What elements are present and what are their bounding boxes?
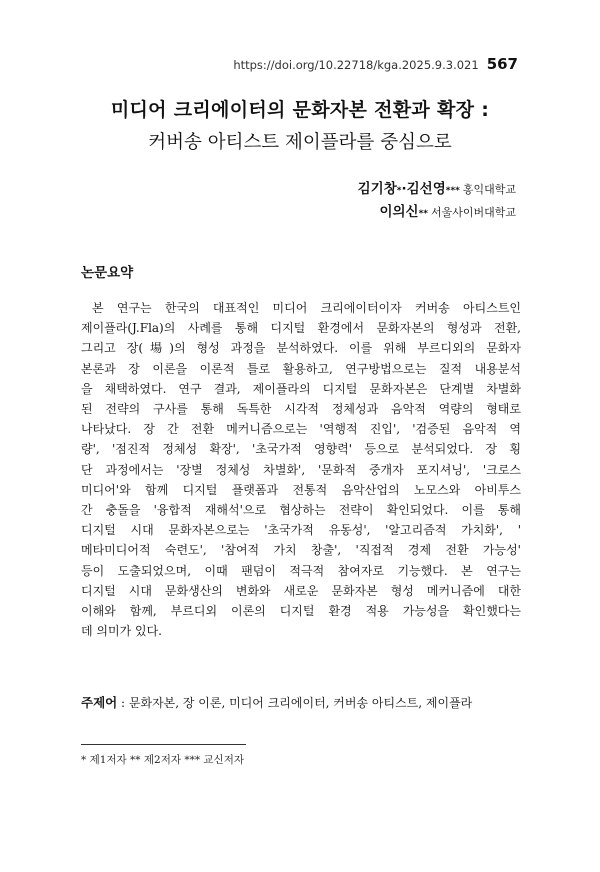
abstract-body bbox=[81, 298, 521, 641]
abstract-line: 그리고 장(場)의 형성 과정을 분석하였다. 이를 위해 부르디외의 문화자 bbox=[81, 341, 521, 356]
abstract-line: 디지털 시대 문화생산의 변화와 새로운 문화자본 형성 메커니즘에 대한 bbox=[81, 583, 521, 598]
page-number: 567 bbox=[486, 55, 518, 73]
paper-title bbox=[0, 95, 600, 154]
keywords-text: 문화자본, 장 이론, 미디어 크리에이터, 커버송 아티스트, 제이플라 bbox=[128, 696, 473, 710]
abstract-line: 메타미디어적 숙련도', '참여적 가치 창출', '직접적 경제 전환 가능성' bbox=[81, 543, 521, 558]
author-name: 김선영 bbox=[406, 181, 446, 197]
author-mark: *** bbox=[445, 186, 460, 196]
author-line-2 bbox=[358, 201, 516, 224]
abstract-line: 등이 도출되었으며, 이때 팬덤이 적극적 참여자로 기능했다. 본 연구는 bbox=[81, 563, 521, 578]
author-affiliation: 홍익대학교 bbox=[462, 183, 516, 196]
author-mark: ** bbox=[418, 209, 428, 219]
abstract-line: 데 의미가 있다. bbox=[81, 624, 162, 639]
keywords-separator: : bbox=[117, 696, 129, 710]
abstract-line: 된 전략의 구사를 통해 독특한 시각적 정체성과 음악적 역량의 형태로 bbox=[81, 402, 521, 417]
abstract-line: 량', '점진적 정체성 확장', '초국가적 영향력' 등으로 분석되었다. 장 횡 bbox=[81, 442, 521, 457]
abstract-line: 디지털 시대 문화자본으로는 '초국가적 유동성', '알고리즘적 가치화', ' bbox=[81, 523, 521, 538]
title-main: 미디어 크리에이터의 문화자본 전환과 확장 : bbox=[110, 99, 490, 121]
footnote-divider bbox=[81, 744, 246, 745]
doi-link[interactable]: https://doi.org/10.22718/kga.2025.9.3.021 bbox=[233, 58, 479, 72]
abstract-line: 나타났다. 장 간 전환 메커니즘으로는 '역행적 진입', '검증된 음악적 역 bbox=[81, 422, 521, 437]
abstract-line: 미디어'와 함께 디지털 플랫폼과 전통적 음악산업의 노모스와 아비투스 bbox=[81, 482, 521, 497]
author-line-1 bbox=[358, 178, 516, 201]
author-separator: · bbox=[401, 181, 407, 197]
author-footnote: * 제1저자 ** 제2저자 *** 교신저자 bbox=[81, 754, 244, 766]
abstract-heading: 논문요약 bbox=[81, 265, 134, 281]
abstract-line: 을 채택하였다. 연구 결과, 제이플라의 디지털 문화자본은 단계별 차별화 bbox=[81, 381, 521, 396]
keywords bbox=[81, 693, 521, 711]
author-name: 김기창 bbox=[357, 181, 397, 197]
abstract-line: 간 충돌을 '융합적 재해석'으로 협상하는 전략이 확인되었다. 이를 통해 bbox=[81, 503, 521, 518]
title-subtitle: 커버송 아티스트 제이플라를 중심으로 bbox=[148, 132, 452, 153]
page-header bbox=[233, 55, 518, 73]
abstract-line: 본 연구는 한국의 대표적인 미디어 크리에이터이자 커버송 아티스트인 bbox=[92, 301, 521, 315]
abstract-line: 본론과 장 이론을 이론적 틀로 활용하고, 연구방법으로는 질적 내용분석 bbox=[81, 361, 521, 376]
abstract-line: 제이플라(J.Fla)의 사례를 통해 디지털 환경에서 문화자본의 형성과 전환, bbox=[81, 321, 521, 336]
author-name: 이의신 bbox=[379, 204, 419, 220]
author-affiliation: 서울사이버대학교 bbox=[430, 206, 516, 219]
author-block bbox=[358, 178, 516, 224]
abstract-line: 단 과정에서는 '장별 정체성 차별화', '문화적 중개자 포지셔닝', '크로스 bbox=[81, 462, 521, 477]
abstract-line: 이해와 함께, 부르디외 이론의 디지털 환경 적용 가능성을 확인했다는 bbox=[81, 604, 521, 619]
keywords-label: 주제어 bbox=[81, 695, 118, 710]
author-mark: * bbox=[396, 186, 402, 196]
